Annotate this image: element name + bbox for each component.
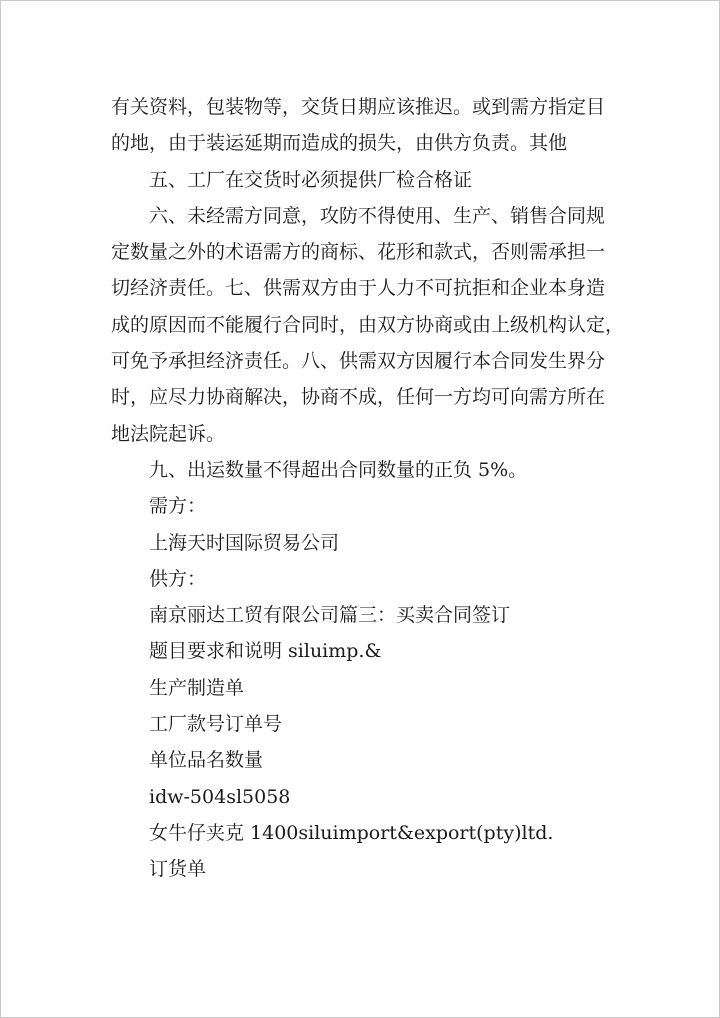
text-line: 九、出运数量不得超出合同数量的正负 5%。: [149, 458, 528, 481]
text-line: 定数量之外的术语需方的商标、花形和款式，否则需承担一: [111, 241, 606, 264]
text-line: 六、未经需方同意，攻防不得使用、生产、销售合同规: [149, 204, 606, 227]
text-line: 供方：: [149, 567, 207, 590]
text-line: 南京丽达工贸有限公司篇三：买卖合同签订: [149, 604, 511, 627]
text-line: 需方：: [149, 495, 207, 518]
text-line: 有关资料，包装物等，交货日期应该推迟。或到需方指定目: [111, 96, 606, 118]
text-line: 五、工厂在交货时必须提供厂检合格证: [149, 168, 473, 191]
text-line: 单位品名数量: [149, 749, 264, 772]
text-line: 题目要求和说明 siluimp.&: [149, 640, 382, 663]
text-line: 女牛仔夹克 1400siluimport&export(pty)ltd.: [149, 821, 554, 844]
text-line: 成的原因而不能履行合同时，由双方协商或由上级机构认定，: [111, 313, 625, 336]
text-line: 订货单: [149, 858, 207, 881]
text-line: 的地，由于装运延期而造成的损失，由供方负责。其他: [111, 132, 568, 155]
document-body: [111, 89, 625, 888]
text-line: 上海天时国际贸易公司: [149, 531, 340, 554]
text-line: 工厂款号订单号: [149, 713, 283, 736]
text-line: 生产制造单: [149, 676, 245, 699]
text-line: 地法院起诉。: [111, 422, 226, 445]
text-line: 时，应尽力协商解决，协商不成，任何一方均可向需方所在: [111, 386, 606, 409]
text-line: 切经济责任。七、供需双方由于人力不可抗拒和企业本身造: [111, 277, 606, 300]
text-line: 可免予承担经济责任。八、供需双方因履行本合同发生界分: [111, 350, 606, 373]
text-line: idw-504sl5058: [149, 785, 291, 808]
